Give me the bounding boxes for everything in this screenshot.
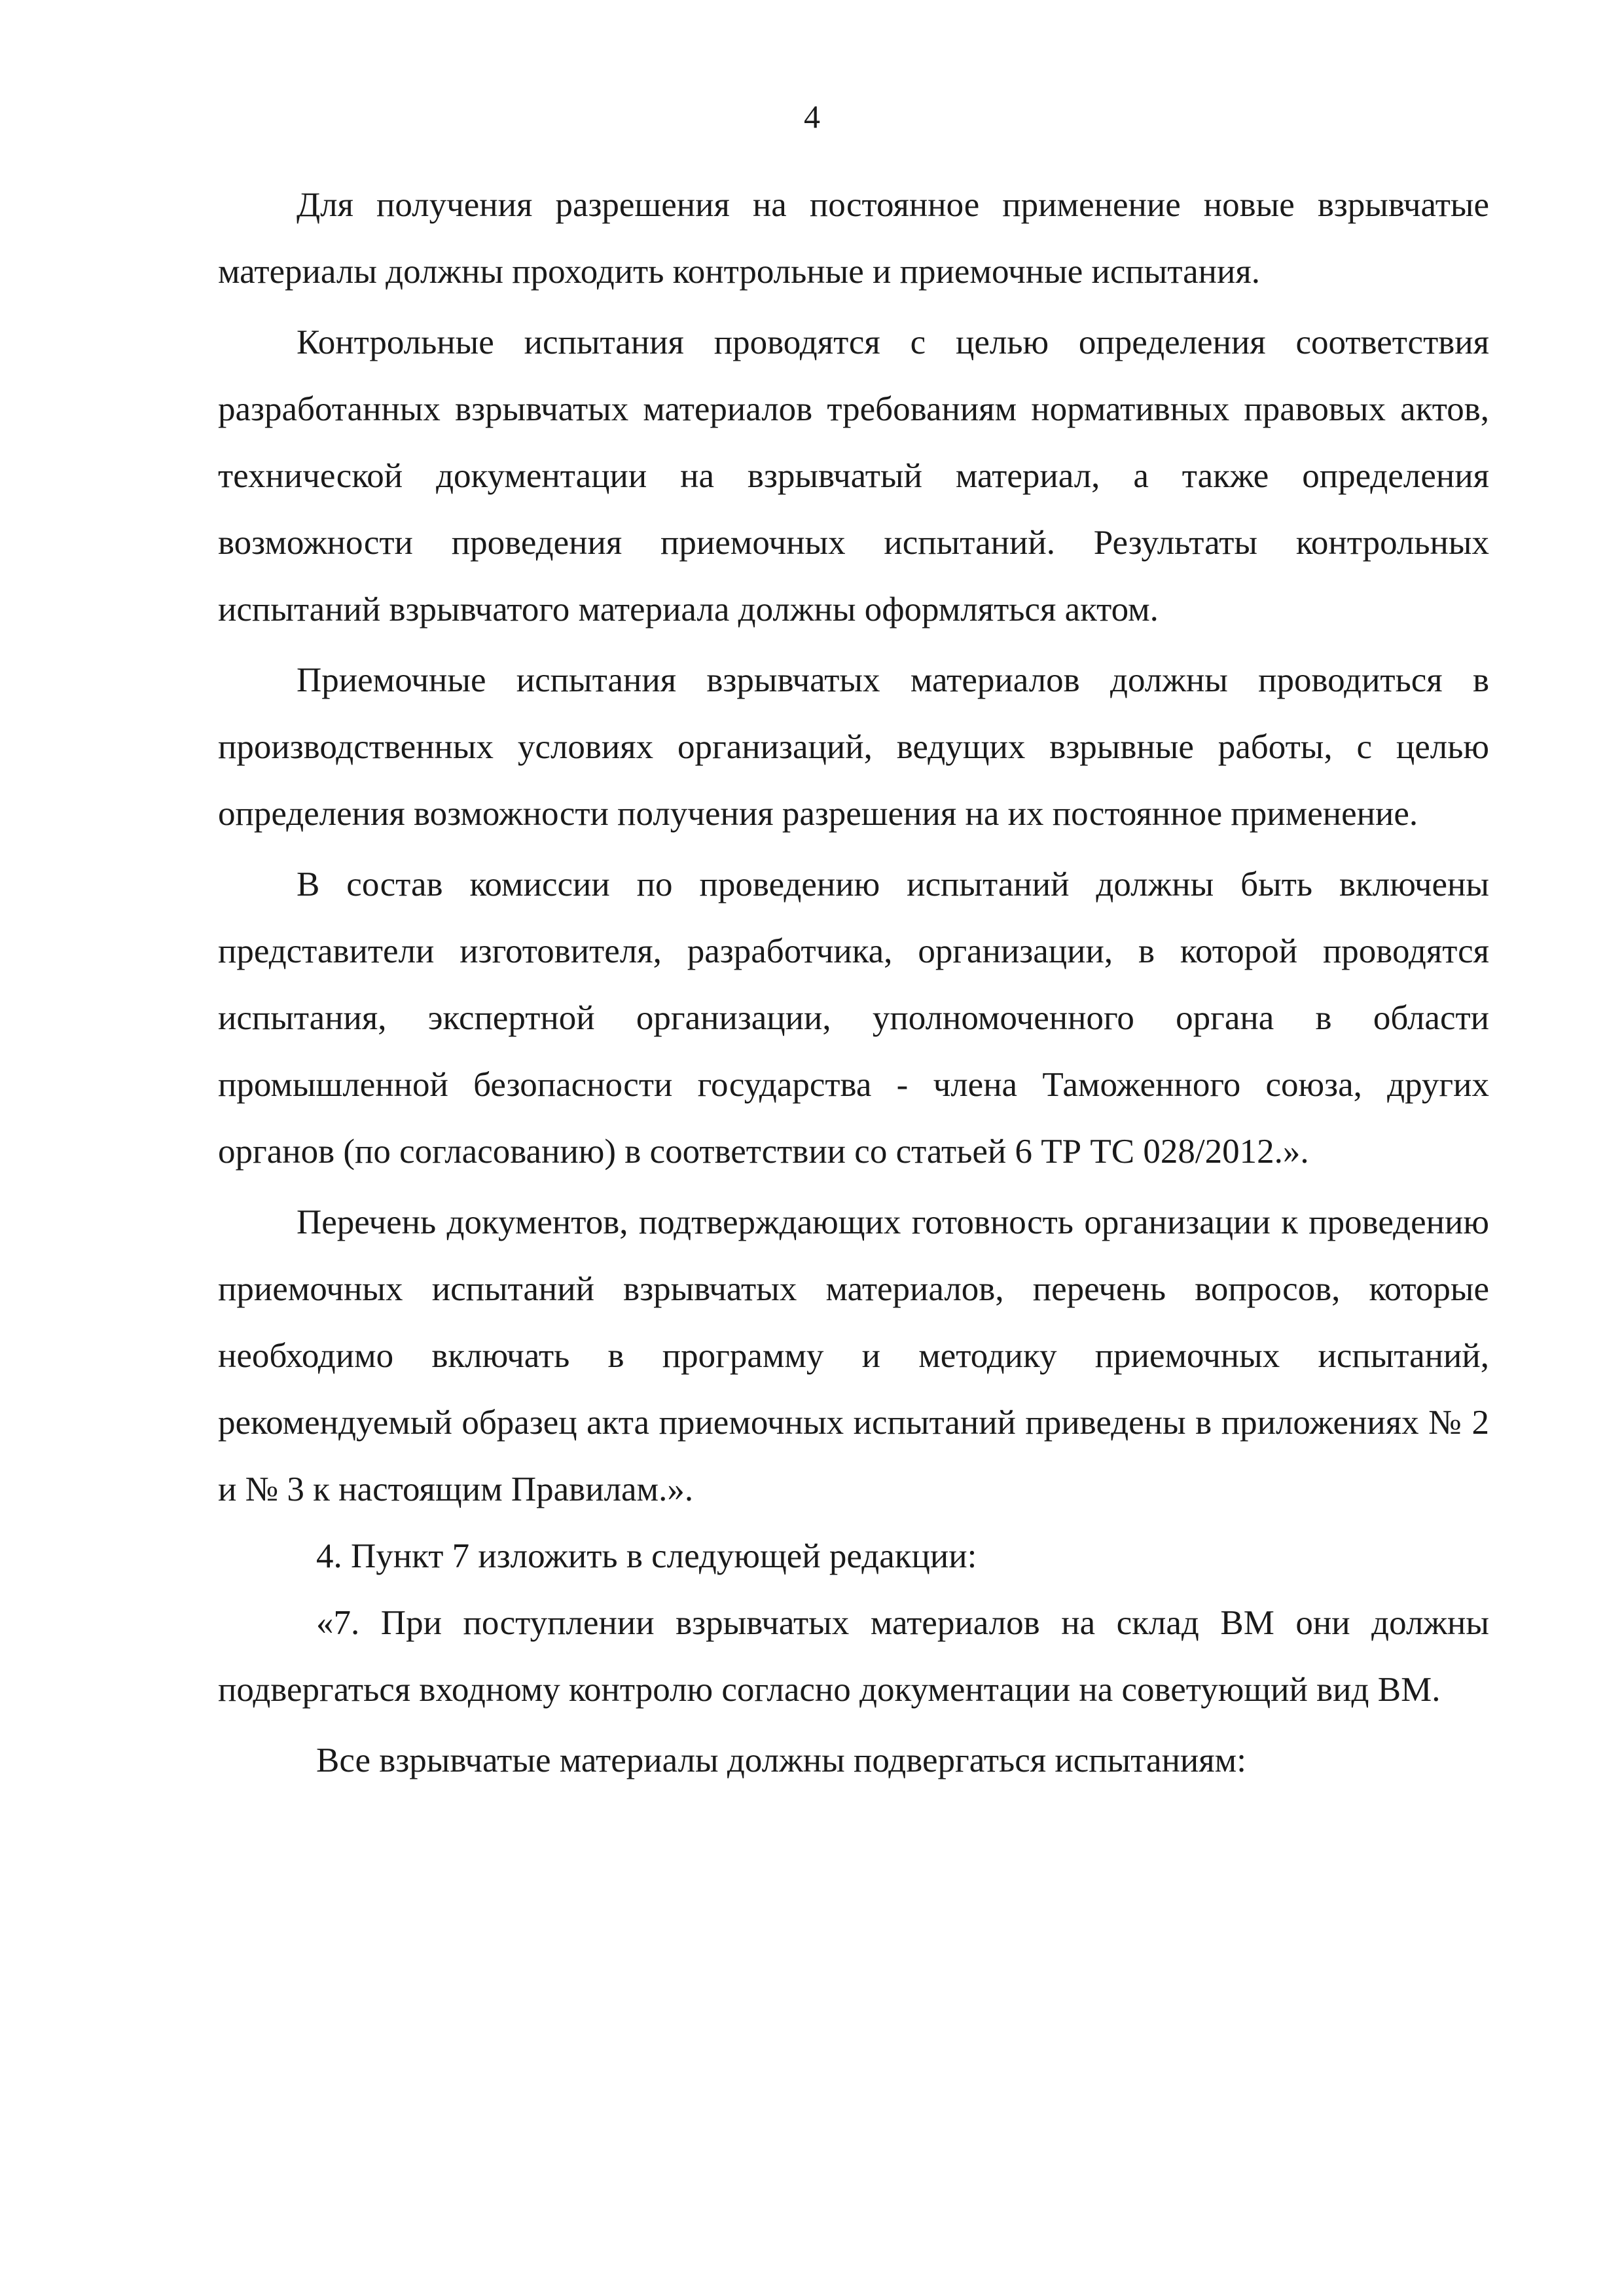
paragraph-all-materials: Все взрывчатые материалы должны подвергаться испытаниям: [316, 1741, 1246, 1779]
paragraph-commission: В состав комиссии по проведению испытаний должны быть включены представители изготовителя, разработчика, организации, в которой проводятся испытания, экспертной организации, уполномоченного органа в области промышленной безопасности государства - члена Таможенного союза, других органов (по согласованию) в соответствии со статьей 6 ТР ТС 028/2012.». [218, 866, 1489, 1171]
paragraph-control-tests: Контрольные испытания проводятся с целью определения соответствия разработанных взрывчатых материалов требованиям нормативных правовых актов, технической документации на взрывчатый материал, а также определения возможности проведения приемочных испытаний. Результаты контрольных испытаний взрывчатого материала должны оформляться актом. [218, 323, 1489, 629]
paragraph-acceptance-tests: Приемочные испытания взрывчатых материалов должны проводиться в производственных условиях организаций, ведущих взрывные работы, с целью определения возможности получения разрешения на их постоянное применение. [218, 661, 1489, 833]
paragraph-permit-testing: Для получения разрешения на постоянное применение новые взрывчатые материалы должны проходить контрольные и приемочные испытания. [218, 186, 1489, 291]
page-number: 4 [804, 98, 820, 135]
paragraph-documents-list: Перечень документов, подтверждающих готовность организации к проведению приемочных испытаний взрывчатых материалов, перечень вопросов, которые необходимо включать в программу и методику приемочных испытаний, рекомендуемый образец акта приемочных испытаний приведены в приложениях № 2 и № 3 к настоящим Правилам.». [218, 1203, 1489, 1508]
document-body [218, 172, 1489, 1794]
paragraph-item-4: 4. Пункт 7 изложить в следующей редакции: [316, 1537, 977, 1575]
paragraph-item-7: «7. При поступлении взрывчатых материалов на склад ВМ они должны подвергаться входному контролю согласно документации на советующий вид ВМ. [218, 1604, 1489, 1709]
